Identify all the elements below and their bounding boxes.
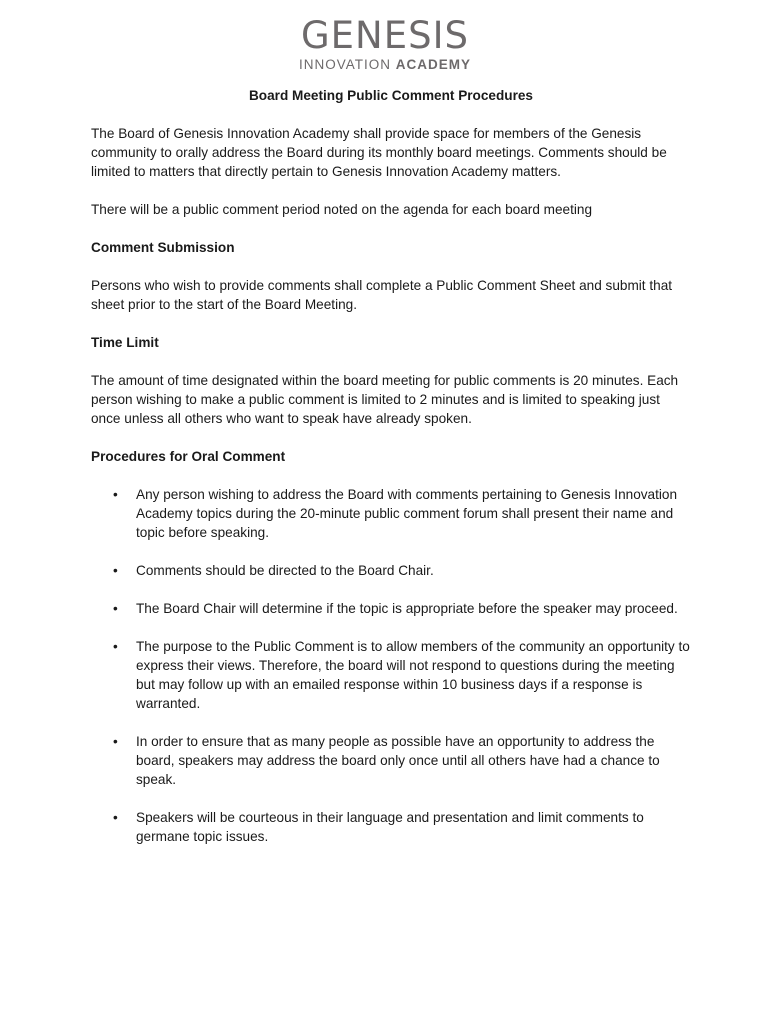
- document-body: [91, 86, 691, 865]
- list-item: [91, 637, 691, 713]
- submission-heading: Comment Submission: [91, 240, 235, 255]
- bullet-icon: •: [113, 734, 118, 749]
- list-item: [91, 599, 691, 618]
- list-item-text: Speakers will be courteous in their language and presentation and limit comments to germane topic issues.: [136, 810, 644, 844]
- logo-subtitle: [0, 57, 770, 73]
- submission-paragraph: Persons who wish to provide comments shall complete a Public Comment Sheet and submit that sheet prior to the start of the Board Meeting.: [91, 278, 673, 312]
- time-limit-heading: Time Limit: [91, 335, 159, 350]
- bullet-icon: •: [113, 487, 118, 502]
- bullet-icon: •: [113, 563, 118, 578]
- list-item-text: The Board Chair will determine if the topic is appropriate before the speaker may proceed.: [136, 601, 678, 616]
- logo-subtitle-academy: ACADEMY: [395, 57, 472, 72]
- document-title: Board Meeting Public Comment Procedures: [248, 88, 533, 103]
- oral-comment-heading: Procedures for Oral Comment: [91, 449, 286, 464]
- time-limit-paragraph: The amount of time designated within the board meeting for public comments is 20 minutes. Each person wishing to make a public comment is limited to 2 minutes and is limited to speaking just once unless all others who want to speak have already spoken.: [91, 373, 679, 426]
- bullet-icon: •: [113, 639, 118, 654]
- list-item-text: The purpose to the Public Comment is to allow members of the community an opportunity to express their views. Therefore, the board will not respond to questions during the meeting but may follow up with an emailed response within 10 business days if a response is warranted.: [136, 639, 690, 711]
- logo-wordmark: GENESIS: [301, 14, 469, 57]
- list-item: [91, 561, 691, 580]
- list-item: [91, 808, 691, 846]
- bullet-icon: •: [113, 810, 118, 825]
- logo-subtitle-innovation: INNOVATION: [298, 57, 391, 72]
- list-item-text: Any person wishing to address the Board with comments pertaining to Genesis Innovation Academy topics during the 20-minute public comment forum shall present their name and topic before speaking.: [136, 487, 678, 540]
- list-item: [91, 732, 691, 789]
- list-item: [91, 485, 691, 542]
- intro-paragraph: The Board of Genesis Innovation Academy shall provide space for members of the Genesis community to orally address the Board during its monthly board meetings. Comments should be limited to matters that directly pertain to Genesis Innovation Academy matters.: [91, 126, 667, 179]
- bullet-icon: •: [113, 601, 118, 616]
- list-item-text: Comments should be directed to the Board Chair.: [136, 563, 434, 578]
- genesis-logo: [0, 16, 770, 73]
- oral-comment-list: [91, 485, 691, 846]
- period-note-paragraph: There will be a public comment period noted on the agenda for each board meeting: [91, 202, 593, 217]
- list-item-text: In order to ensure that as many people as possible have an opportunity to address the board, speakers may address the board only once until all others have had a chance to speak.: [136, 734, 660, 787]
